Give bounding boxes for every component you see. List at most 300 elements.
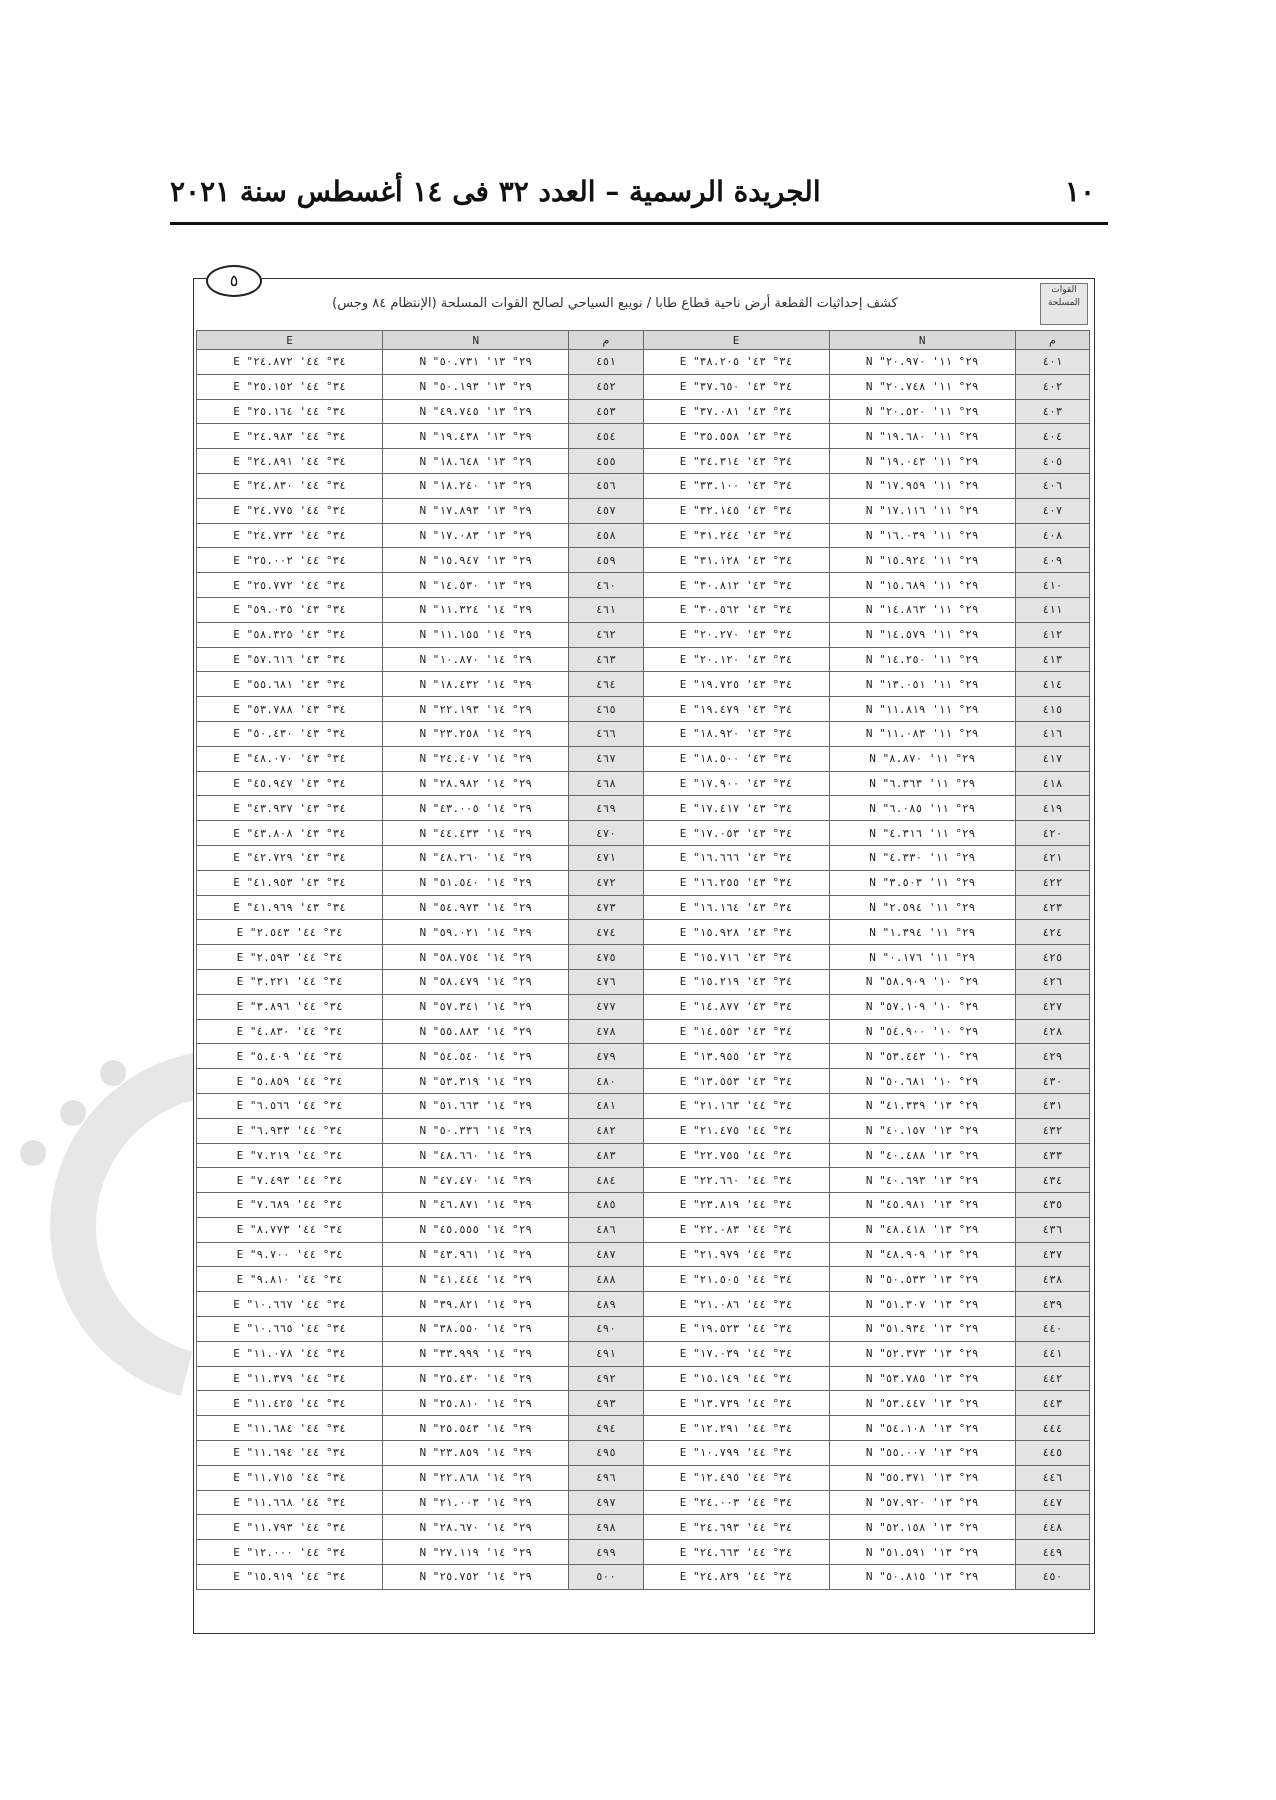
longitude-cell: ٣٤° ٤٤' ٥.٨٥٩" E (197, 1069, 383, 1094)
table-row (197, 1416, 1090, 1441)
longitude-cell: ٣٤° ٤٣' ٥٥.٦٨١" E (197, 672, 383, 697)
latitude-cell: ٢٩° ١٣' ١٧.٨٩٣" N (383, 498, 569, 523)
longitude-cell: ٣٤° ٤٣' ٤٨.٠٧٠" E (197, 746, 383, 771)
latitude-cell: ٢٩° ١٣' ٥٠.١٩٣" N (383, 374, 569, 399)
point-number-cell: ٤٠٤ (1015, 424, 1089, 449)
latitude-cell: ٢٩° ١٣' ١٩.٤٣٨" N (383, 424, 569, 449)
longitude-cell: ٣٤° ٤٤' ١١.٧٩٣" E (197, 1515, 383, 1540)
longitude-cell: ٣٤° ٤٤' ٢٤.٨٣٠" E (197, 473, 383, 498)
longitude-cell: ٣٤° ٤٣' ١٣.٥٥٣" E (643, 1069, 829, 1094)
latitude-cell: ٢٩° ١٣' ٤٠.٦٩٣" N (829, 1168, 1015, 1193)
latitude-cell: ٢٩° ١٤' ١١.١٥٥" N (383, 622, 569, 647)
point-number-cell: ٤٥٣ (569, 399, 643, 424)
longitude-cell: ٣٤° ٤٣' ٢٠.٢٧٠" E (643, 622, 829, 647)
point-number-cell: ٤٧٣ (569, 895, 643, 920)
latitude-cell: ٢٩° ١٤' ٥٣.٣١٩" N (383, 1069, 569, 1094)
point-number-cell: ٤٦٠ (569, 573, 643, 598)
longitude-cell: ٣٤° ٤٤' ٢٣.٨١٩" E (643, 1193, 829, 1218)
table-row (197, 1193, 1090, 1218)
longitude-cell: ٣٤° ٤٤' ٩.٧٠٠" E (197, 1242, 383, 1267)
point-number-cell: ٤٩٩ (569, 1540, 643, 1565)
table-row (197, 796, 1090, 821)
latitude-cell: ٢٩° ١٤' ٤٣.٠٠٥" N (383, 796, 569, 821)
latitude-cell: ٢٩° ١٣' ٥٣.٧٨٥" N (829, 1366, 1015, 1391)
longitude-cell: ٣٤° ٤٣' ١٥.٩٢٨" E (643, 920, 829, 945)
point-number-cell: ٤٢٥ (1015, 945, 1089, 970)
longitude-cell: ٣٤° ٤٤' ٢.٥٩٣" E (197, 945, 383, 970)
point-number-cell: ٤٠٥ (1015, 449, 1089, 474)
table-row (197, 449, 1090, 474)
point-number-cell: ٤٦٦ (569, 721, 643, 746)
table-row (197, 821, 1090, 846)
longitude-cell: ٣٤° ٤٤' ٢٤.٦٩٣" E (643, 1515, 829, 1540)
longitude-cell: ٣٤° ٤٤' ٢١.٠٨٦" E (643, 1292, 829, 1317)
table-row (197, 1019, 1090, 1044)
latitude-cell: ٢٩° ١٠' ٥٨.٩٠٩" N (829, 969, 1015, 994)
point-number-cell: ٤٣٤ (1015, 1168, 1089, 1193)
latitude-cell: ٢٩° ١٤' ٤٤.٤٣٣" N (383, 821, 569, 846)
longitude-cell: ٣٤° ٤٣' ١٨.٥٠٠" E (643, 746, 829, 771)
longitude-cell: ٣٤° ٤٣' ١٩.٧٢٥" E (643, 672, 829, 697)
point-number-cell: ٤٥٩ (569, 548, 643, 573)
latitude-cell: ٢٩° ١٣' ٥٥.٠٠٧" N (829, 1441, 1015, 1466)
latitude-cell: ٢٩° ١٤' ٢٧.١١٩" N (383, 1540, 569, 1565)
longitude-cell: ٣٤° ٤٣' ٣٧.٦٥٠" E (643, 374, 829, 399)
latitude-cell: ٢٩° ١٤' ٤٥.٥٥٥" N (383, 1217, 569, 1242)
column-header: E (197, 331, 383, 350)
point-number-cell: ٤٧٤ (569, 920, 643, 945)
longitude-cell: ٣٤° ٤٣' ١٧.٤١٧" E (643, 796, 829, 821)
table-row (197, 399, 1090, 424)
point-number-cell: ٤٥١ (569, 350, 643, 375)
latitude-cell: ٢٩° ١٣' ٥٢.٣٧٣" N (829, 1341, 1015, 1366)
point-number-cell: ٤٣٠ (1015, 1069, 1089, 1094)
point-number-cell: ٤١٥ (1015, 697, 1089, 722)
table-row (197, 969, 1090, 994)
latitude-cell: ٢٩° ١٣' ٤٠.١٥٧" N (829, 1118, 1015, 1143)
latitude-cell: ٢٩° ١٤' ٣٩.٨٢١" N (383, 1292, 569, 1317)
latitude-cell: ٢٩° ١١' ١٩.٠٤٣" N (829, 449, 1015, 474)
point-number-cell: ٤٤٠ (1015, 1317, 1089, 1342)
point-number-cell: ٤٥٤ (569, 424, 643, 449)
latitude-cell: ٢٩° ١١' ٢٠.٩٧٠" N (829, 350, 1015, 375)
latitude-cell: ٢٩° ١١' ٤.٣٣٠" N (829, 845, 1015, 870)
point-number-cell: ٤٩٠ (569, 1317, 643, 1342)
longitude-cell: ٣٤° ٤٤' ٢٤.٦٦٣" E (643, 1540, 829, 1565)
latitude-cell: ٢٩° ١٣' ٥٢.١٥٨" N (829, 1515, 1015, 1540)
table-row (197, 1391, 1090, 1416)
table-row (197, 1441, 1090, 1466)
longitude-cell: ٣٤° ٤٣' ١٩.٤٧٩" E (643, 697, 829, 722)
latitude-cell: ٢٩° ١٠' ٥٣.٤٤٣" N (829, 1044, 1015, 1069)
longitude-cell: ٣٤° ٤٣' ١٦.٦٦٦" E (643, 845, 829, 870)
longitude-cell: ٣٤° ٤٣' ٣٠.٥٦٢" E (643, 597, 829, 622)
longitude-cell: ٣٤° ٤٤' ١١.٧١٥" E (197, 1465, 383, 1490)
point-number-cell: ٤٣٩ (1015, 1292, 1089, 1317)
point-number-cell: ٤٤٣ (1015, 1391, 1089, 1416)
longitude-cell: ٣٤° ٤٣' ١٨.٩٢٠" E (643, 721, 829, 746)
point-number-cell: ٤٢٢ (1015, 870, 1089, 895)
point-number-cell: ٥٠٠ (569, 1565, 643, 1590)
point-number-cell: ٤٨٥ (569, 1193, 643, 1218)
latitude-cell: ٢٩° ١٣' ٥٠.٥٣٣" N (829, 1267, 1015, 1292)
point-number-cell: ٤٧٠ (569, 821, 643, 846)
latitude-cell: ٢٩° ١١' ١٥.٦٨٩" N (829, 573, 1015, 598)
point-number-cell: ٤٧٨ (569, 1019, 643, 1044)
table-row (197, 498, 1090, 523)
table-row (197, 1118, 1090, 1143)
point-number-cell: ٤٤٥ (1015, 1441, 1089, 1466)
latitude-cell: ٢٩° ١٣' ٥٠.٨١٥" N (829, 1565, 1015, 1590)
latitude-cell: ٢٩° ١٤' ٥١.٦٦٣" N (383, 1093, 569, 1118)
point-number-cell: ٤٩٥ (569, 1441, 643, 1466)
table-row (197, 1168, 1090, 1193)
latitude-cell: ٢٩° ١٤' ١١.٣٢٤" N (383, 597, 569, 622)
point-number-cell: ٤٧١ (569, 845, 643, 870)
point-number-cell: ٤٩١ (569, 1341, 643, 1366)
latitude-cell: ٢٩° ١٤' ٢٨.٩٨٢" N (383, 771, 569, 796)
table-row (197, 1540, 1090, 1565)
longitude-cell: ٣٤° ٤٣' ١٧.٩٠٠" E (643, 771, 829, 796)
table-row (197, 771, 1090, 796)
longitude-cell: ٣٤° ٤٣' ٥٨.٣٢٥" E (197, 622, 383, 647)
latitude-cell: ٢٩° ١٣' ٤٥.٩٨١" N (829, 1193, 1015, 1218)
table-row (197, 1465, 1090, 1490)
latitude-cell: ٢٩° ١٤' ٢٢.٨٦٨" N (383, 1465, 569, 1490)
table-row (197, 597, 1090, 622)
latitude-cell: ٢٩° ١٤' ٢٢.١٩٣" N (383, 697, 569, 722)
longitude-cell: ٣٤° ٤٤' ١٣.٧٣٩" E (643, 1391, 829, 1416)
latitude-cell: ٢٩° ١٤' ٥١.٥٤٠" N (383, 870, 569, 895)
point-number-cell: ٤٤٢ (1015, 1366, 1089, 1391)
point-number-cell: ٤٣٣ (1015, 1143, 1089, 1168)
table-row (197, 994, 1090, 1019)
longitude-cell: ٣٤° ٤٤' ٢١.٩٧٩" E (643, 1242, 829, 1267)
point-number-cell: ٤٢١ (1015, 845, 1089, 870)
point-number-cell: ٤١٩ (1015, 796, 1089, 821)
longitude-cell: ٣٤° ٤٤' ٤.٨٣٠" E (197, 1019, 383, 1044)
latitude-cell: ٢٩° ١٠' ٥٤.٩٠٠" N (829, 1019, 1015, 1044)
table-row (197, 895, 1090, 920)
longitude-cell: ٣٤° ٤٣' ٣١.٢٤٤" E (643, 523, 829, 548)
watermark-dot (20, 1140, 46, 1166)
longitude-cell: ٣٤° ٤٤' ٣.٨٩٦" E (197, 994, 383, 1019)
longitude-cell: ٣٤° ٤٤' ٦.٩٣٣" E (197, 1118, 383, 1143)
latitude-cell: ٢٩° ١١' ٠.١٧٦" N (829, 945, 1015, 970)
latitude-cell: ٢٩° ١٤' ٣٨.٥٥٠" N (383, 1317, 569, 1342)
latitude-cell: ٢٩° ١٤' ٥٤.٥٤٠" N (383, 1044, 569, 1069)
point-number-cell: ٤٥٧ (569, 498, 643, 523)
longitude-cell: ٣٤° ٤٤' ٢٤.٨٩١" E (197, 449, 383, 474)
latitude-cell: ٢٩° ١٤' ٤٦.٨٧١" N (383, 1193, 569, 1218)
point-number-cell: ٤٠٧ (1015, 498, 1089, 523)
point-number-cell: ٤٨٩ (569, 1292, 643, 1317)
table-row (197, 721, 1090, 746)
longitude-cell: ٣٤° ٤٤' ١١.٤٢٥" E (197, 1391, 383, 1416)
latitude-cell: ٢٩° ١٤' ٤١.٤٤٤" N (383, 1267, 569, 1292)
longitude-cell: ٣٤° ٤٣' ٣٣.١٠٠" E (643, 473, 829, 498)
longitude-cell: ٣٤° ٤٤' ١١.٣٧٩" E (197, 1366, 383, 1391)
longitude-cell: ٣٤° ٤٣' ٣٨.٢٠٥" E (643, 350, 829, 375)
latitude-cell: ٢٩° ١١' ٤.٣١٦" N (829, 821, 1015, 846)
latitude-cell: ٢٩° ١٣' ٥٧.٩٢٠" N (829, 1490, 1015, 1515)
longitude-cell: ٣٤° ٤٣' ٤٥.٩٤٧" E (197, 771, 383, 796)
table-row (197, 1217, 1090, 1242)
table-row (197, 350, 1090, 375)
latitude-cell: ٢٩° ١١' ١٧.١١٦" N (829, 498, 1015, 523)
latitude-cell: ٢٩° ١٤' ٢٤.٤٠٧" N (383, 746, 569, 771)
point-number-cell: ٤٦٩ (569, 796, 643, 821)
watermark-dot (60, 1100, 86, 1126)
table-row (197, 573, 1090, 598)
longitude-cell: ٣٤° ٤٤' ١١.٦٨٤" E (197, 1416, 383, 1441)
point-number-cell: ٤٥٠ (1015, 1565, 1089, 1590)
point-number-cell: ٤٥٥ (569, 449, 643, 474)
column-header: م (1015, 331, 1089, 350)
point-number-cell: ٤٠٢ (1015, 374, 1089, 399)
latitude-cell: ٢٩° ١٤' ٥٨.٤٧٩" N (383, 969, 569, 994)
latitude-cell: ٢٩° ١٤' ٣٣.٩٩٩" N (383, 1341, 569, 1366)
longitude-cell: ٣٤° ٤٤' ٢١.١٦٣" E (643, 1093, 829, 1118)
latitude-cell: ٢٩° ١٤' ٢٨.٦٧٠" N (383, 1515, 569, 1540)
longitude-cell: ٣٤° ٤٤' ٢٥.١٦٤" E (197, 399, 383, 424)
latitude-cell: ٢٩° ١٣' ١٨.٦٤٨" N (383, 449, 569, 474)
latitude-cell: ٢٩° ١٤' ٢٣.٢٥٨" N (383, 721, 569, 746)
longitude-cell: ٣٤° ٤٣' ١٤.٥٥٣" E (643, 1019, 829, 1044)
latitude-cell: ٢٩° ١٤' ٤٨.٢٦٠" N (383, 845, 569, 870)
longitude-cell: ٣٤° ٤٣' ٤١.٩٥٣" E (197, 870, 383, 895)
latitude-cell: ٢٩° ١٤' ٢٥.٨١٠" N (383, 1391, 569, 1416)
point-number-cell: ٤٤٩ (1015, 1540, 1089, 1565)
longitude-cell: ٣٤° ٤٣' ٤١.٩٦٩" E (197, 895, 383, 920)
latitude-cell: ٢٩° ١١' ١٦.٠٣٩" N (829, 523, 1015, 548)
latitude-cell: ٢٩° ١١' ١٩.٦٨٠" N (829, 424, 1015, 449)
latitude-cell: ٢٩° ١١' ١٤.٢٥٠" N (829, 647, 1015, 672)
latitude-cell: ٢٩° ١١' ١٤.٨٦٣" N (829, 597, 1015, 622)
table-row (197, 523, 1090, 548)
longitude-cell: ٣٤° ٤٤' ١٥.٩١٩" E (197, 1565, 383, 1590)
point-number-cell: ٤٣١ (1015, 1093, 1089, 1118)
longitude-cell: ٣٤° ٤٤' ٥.٤٠٩" E (197, 1044, 383, 1069)
longitude-cell: ٣٤° ٤٤' ٩.٨١٠" E (197, 1267, 383, 1292)
longitude-cell: ٣٤° ٤٤' ٢٤.٧٧٥" E (197, 498, 383, 523)
longitude-cell: ٣٤° ٤٤' ٢٤.٧٣٣" E (197, 523, 383, 548)
table-row (197, 1093, 1090, 1118)
point-number-cell: ٤٥٢ (569, 374, 643, 399)
point-number-cell: ٤٠٣ (1015, 399, 1089, 424)
coordinates-table (196, 330, 1090, 1590)
table-row (197, 1069, 1090, 1094)
longitude-cell: ٣٤° ٤٣' ٣٥.٥٥٨" E (643, 424, 829, 449)
table-row (197, 920, 1090, 945)
point-number-cell: ٤٩٦ (569, 1465, 643, 1490)
watermark-dot (100, 1060, 126, 1086)
latitude-cell: ٢٩° ١٤' ١٨.٤٣٢" N (383, 672, 569, 697)
longitude-cell: ٣٤° ٤٣' ٥٧.٦١٦" E (197, 647, 383, 672)
table-row (197, 1341, 1090, 1366)
latitude-cell: ٢٩° ١٣' ٥١.٥٩١" N (829, 1540, 1015, 1565)
longitude-cell: ٣٤° ٤٤' ١٠.٧٩٩" E (643, 1441, 829, 1466)
point-number-cell: ٤٣٦ (1015, 1217, 1089, 1242)
point-number-cell: ٤٠٩ (1015, 548, 1089, 573)
point-number-cell: ٤٦٥ (569, 697, 643, 722)
latitude-cell: ٢٩° ١٣' ١٤.٥٣٠" N (383, 573, 569, 598)
latitude-cell: ٢٩° ١٤' ٢٥.٧٥٢" N (383, 1565, 569, 1590)
latitude-cell: ٢٩° ١١' ٣.٥٠٣" N (829, 870, 1015, 895)
latitude-cell: ٢٩° ١٣' ٤٨.٤١٨" N (829, 1217, 1015, 1242)
table-row (197, 945, 1090, 970)
table-header-row (197, 331, 1090, 350)
page-number: ١٠ (1064, 175, 1095, 208)
longitude-cell: ٣٤° ٤٤' ١١.٠٧٨" E (197, 1341, 383, 1366)
longitude-cell: ٣٤° ٤٤' ١٩.٥٢٣" E (643, 1317, 829, 1342)
point-number-cell: ٤٦٣ (569, 647, 643, 672)
longitude-cell: ٣٤° ٤٤' ٧.٢١٩" E (197, 1143, 383, 1168)
longitude-cell: ٣٤° ٤٤' ١١.٦٩٤" E (197, 1441, 383, 1466)
point-number-cell: ٤٧٩ (569, 1044, 643, 1069)
point-number-cell: ٤١٧ (1015, 746, 1089, 771)
latitude-cell: ٢٩° ١٤' ٢٣.٨٥٩" N (383, 1441, 569, 1466)
table-row (197, 622, 1090, 647)
latitude-cell: ٢٩° ١١' ٦.٣٦٣" N (829, 771, 1015, 796)
longitude-cell: ٣٤° ٤٣' ١٥.٧١٦" E (643, 945, 829, 970)
point-number-cell: ٤١٣ (1015, 647, 1089, 672)
table-row (197, 746, 1090, 771)
document-title: كشف إحداثيات القطعة أرض ناحية قطاع طابا / نويبع السياحي لصالح القوات المسلحة (الإنتظام ٨٤ وجس) (332, 296, 898, 311)
latitude-cell: ٢٩° ١٣' ٥١.٩٣٤" N (829, 1317, 1015, 1342)
table-row (197, 548, 1090, 573)
latitude-cell: ٢٩° ١١' ١١.٨١٩" N (829, 697, 1015, 722)
point-number-cell: ٤٠٦ (1015, 473, 1089, 498)
point-number-cell: ٤٨٠ (569, 1069, 643, 1094)
point-number-cell: ٤٧٢ (569, 870, 643, 895)
header-divider (170, 222, 1108, 225)
table-row (197, 1292, 1090, 1317)
point-number-cell: ٤٨٦ (569, 1217, 643, 1242)
longitude-cell: ٣٤° ٤٣' ٥٩.٠٣٥" E (197, 597, 383, 622)
latitude-cell: ٢٩° ١٤' ٥٨.٧٥٤" N (383, 945, 569, 970)
latitude-cell: ٢٩° ١١' ١٥.٩٢٤" N (829, 548, 1015, 573)
table-row (197, 672, 1090, 697)
table-row (197, 1242, 1090, 1267)
point-number-cell: ٤٠١ (1015, 350, 1089, 375)
point-number-cell: ٤٦١ (569, 597, 643, 622)
point-number-cell: ٤٧٦ (569, 969, 643, 994)
point-number-cell: ٤٤٧ (1015, 1490, 1089, 1515)
latitude-cell: ٢٩° ١٤' ٥٤.٩٧٣" N (383, 895, 569, 920)
latitude-cell: ٢٩° ١١' ٢.٥٩٤" N (829, 895, 1015, 920)
point-number-cell: ٤١٢ (1015, 622, 1089, 647)
longitude-cell: ٣٤° ٤٤' ١٠.٦٦٥" E (197, 1317, 383, 1342)
table-row (197, 1366, 1090, 1391)
longitude-cell: ٣٤° ٤٤' ٦.٥٦٦" E (197, 1093, 383, 1118)
point-number-cell: ٤٤١ (1015, 1341, 1089, 1366)
longitude-cell: ٣٤° ٤٣' ١٦.٢٥٥" E (643, 870, 829, 895)
longitude-cell: ٣٤° ٤٤' ٢٤.٩٨٣" E (197, 424, 383, 449)
point-number-cell: ٤٩٢ (569, 1366, 643, 1391)
point-number-cell: ٤٣٢ (1015, 1118, 1089, 1143)
longitude-cell: ٣٤° ٤٤' ١٢.٠٠٠" E (197, 1540, 383, 1565)
table-row (197, 1515, 1090, 1540)
point-number-cell: ٤٦٤ (569, 672, 643, 697)
point-number-cell: ٤٤٦ (1015, 1465, 1089, 1490)
point-number-cell: ٤١١ (1015, 597, 1089, 622)
point-number-cell: ٤٩٨ (569, 1515, 643, 1540)
longitude-cell: ٣٤° ٤٣' ٥٠.٤٣٠" E (197, 721, 383, 746)
point-number-cell: ٤١٨ (1015, 771, 1089, 796)
point-number-cell: ٤٨٤ (569, 1168, 643, 1193)
table-row (197, 473, 1090, 498)
table-row (197, 1565, 1090, 1590)
point-number-cell: ٤٨١ (569, 1093, 643, 1118)
latitude-cell: ٢٩° ١٣' ٥٤.١٠٨" N (829, 1416, 1015, 1441)
point-number-cell: ٤٤٤ (1015, 1416, 1089, 1441)
longitude-cell: ٣٤° ٤٣' ٣١.١٢٨" E (643, 548, 829, 573)
longitude-cell: ٣٤° ٤٤' ١١.٦٦٨" E (197, 1490, 383, 1515)
latitude-cell: ٢٩° ١١' ١١.٠٨٣" N (829, 721, 1015, 746)
longitude-cell: ٣٤° ٤٣' ٣٢.١٤٥" E (643, 498, 829, 523)
longitude-cell: ٣٤° ٤٤' ٧.٤٩٣" E (197, 1168, 383, 1193)
longitude-cell: ٣٤° ٤٤' ٧.٦٨٩" E (197, 1193, 383, 1218)
latitude-cell: ٢٩° ١٠' ٥٠.٦٨١" N (829, 1069, 1015, 1094)
point-number-cell: ٤٢٦ (1015, 969, 1089, 994)
longitude-cell: ٣٤° ٤٣' ١٦.١٦٤" E (643, 895, 829, 920)
column-header: N (383, 331, 569, 350)
page-header (170, 160, 1095, 208)
longitude-cell: ٣٤° ٤٤' ٢٢.٧٥٥" E (643, 1143, 829, 1168)
latitude-cell: ٢٩° ١١' ١٣.٠٥١" N (829, 672, 1015, 697)
point-number-cell: ٤١٤ (1015, 672, 1089, 697)
longitude-cell: ٣٤° ٤٣' ٣٧.٠٨١" E (643, 399, 829, 424)
latitude-cell: ٢٩° ١١' ٦.٠٨٥" N (829, 796, 1015, 821)
point-number-cell: ٤٩٣ (569, 1391, 643, 1416)
table-row (197, 647, 1090, 672)
table-row (197, 1143, 1090, 1168)
longitude-cell: ٣٤° ٤٤' ٢٢.٠٨٣" E (643, 1217, 829, 1242)
longitude-cell: ٣٤° ٤٣' ٥٣.٧٨٨" E (197, 697, 383, 722)
longitude-cell: ٣٤° ٤٤' ٨.٧٧٣" E (197, 1217, 383, 1242)
longitude-cell: ٣٤° ٤٤' ٢٥.١٥٢" E (197, 374, 383, 399)
longitude-cell: ٣٤° ٤٤' ٢٤.٨٧٢" E (197, 350, 383, 375)
latitude-cell: ٢٩° ١٤' ٤٨.٦٦٠" N (383, 1143, 569, 1168)
point-number-cell: ٤٧٥ (569, 945, 643, 970)
longitude-cell: ٣٤° ٤٤' ٢.٥٤٣" E (197, 920, 383, 945)
point-number-cell: ٤٢٨ (1015, 1019, 1089, 1044)
table-row (197, 870, 1090, 895)
longitude-cell: ٣٤° ٤٤' ٢١.٤٧٥" E (643, 1118, 829, 1143)
longitude-cell: ٣٤° ٤٤' ٢٤.٨٢٩" E (643, 1565, 829, 1590)
point-number-cell: ٤٤٨ (1015, 1515, 1089, 1540)
latitude-cell: ٢٩° ١٣' ١٥.٩٤٧" N (383, 548, 569, 573)
armed-forces-logo: القوات المسلحة (1040, 283, 1088, 325)
table-row (197, 1317, 1090, 1342)
longitude-cell: ٣٤° ٤٤' ١٥.١٤٩" E (643, 1366, 829, 1391)
point-number-cell: ٤٣٥ (1015, 1193, 1089, 1218)
point-number-cell: ٤٩٧ (569, 1490, 643, 1515)
point-number-cell: ٤٦٧ (569, 746, 643, 771)
latitude-cell: ٢٩° ١٣' ٥٠.٧٣١" N (383, 350, 569, 375)
longitude-cell: ٣٤° ٤٤' ٢٥.٧٧٢" E (197, 573, 383, 598)
longitude-cell: ٣٤° ٤٣' ٢٠.١٢٠" E (643, 647, 829, 672)
point-number-cell: ٤٥٦ (569, 473, 643, 498)
table-row (197, 697, 1090, 722)
point-number-cell: ٤٧٧ (569, 994, 643, 1019)
latitude-cell: ٢٩° ١٠' ٥٧.١٠٩" N (829, 994, 1015, 1019)
point-number-cell: ٤١٠ (1015, 573, 1089, 598)
latitude-cell: ٢٩° ١٣' ١٨.٢٤٠" N (383, 473, 569, 498)
table-row (197, 374, 1090, 399)
longitude-cell: ٣٤° ٤٤' ٢٥.٠٠٢" E (197, 548, 383, 573)
